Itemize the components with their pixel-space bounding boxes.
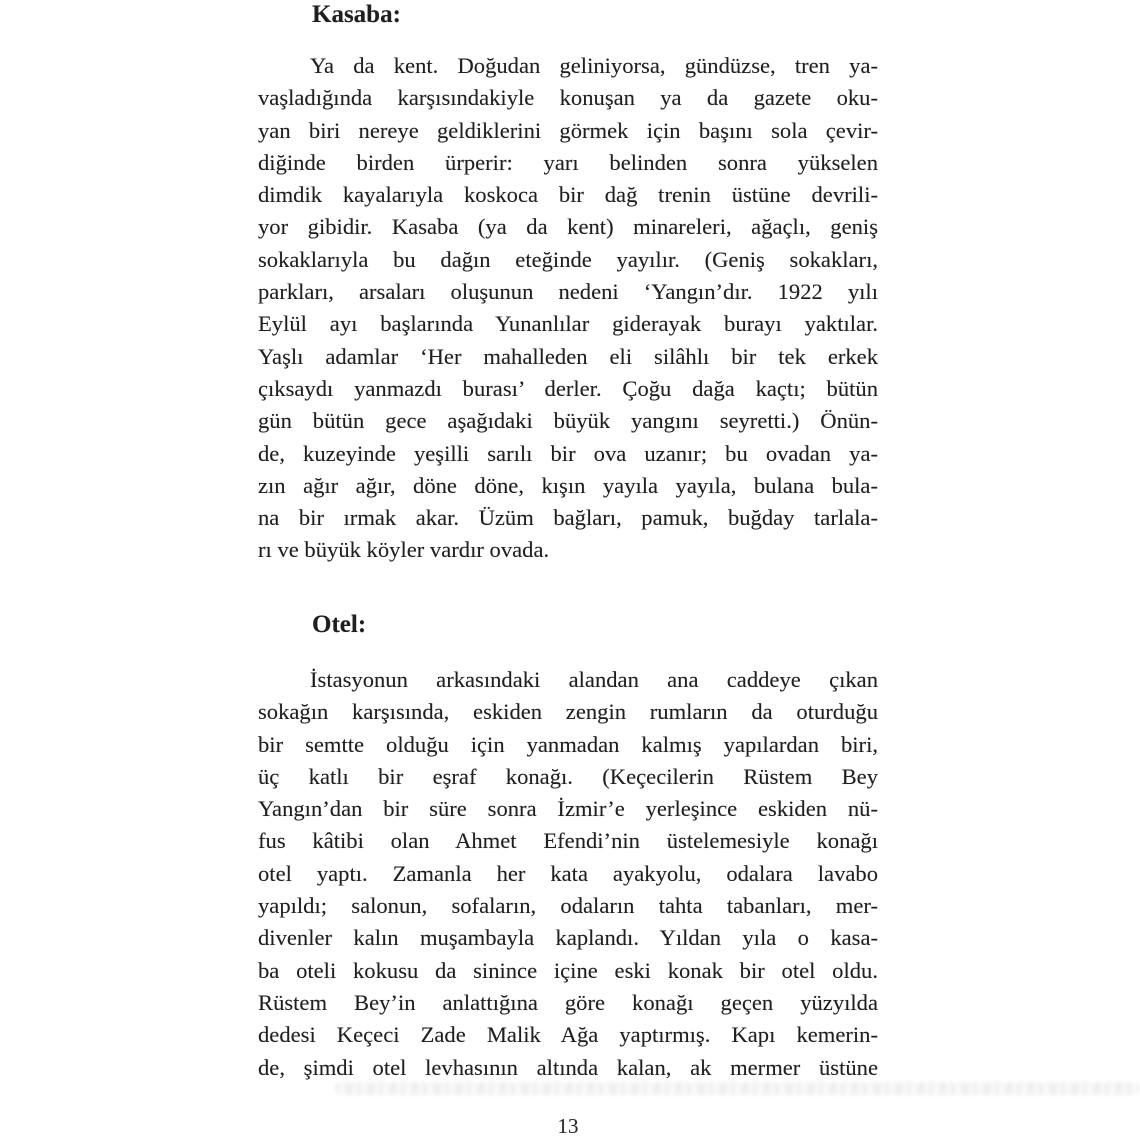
text-line: diğinde birden ürperir: yarı belinden sonra yükselen — [258, 149, 878, 175]
text-line: sokaklarıyla bu dağın eteğinde yayılır. (Geniş sokakları, — [258, 246, 878, 272]
page-number: 13 — [557, 1114, 579, 1138]
text-line: İstasyonun arkasındaki alandan ana caddeye çıkan — [310, 667, 878, 692]
text-line: Ya da kent. Doğudan geliniyorsa, gündüzse, tren ya- — [310, 53, 878, 78]
text-line: de, şimdi otel levhasının altında kalan, ak mermer üstüne — [258, 1054, 878, 1080]
text-line: ba oteli kokusu da sinince içine eski konak bir otel oldu. — [258, 957, 878, 983]
text-line: zın ağır ağır, döne döne, kışın yayıla yayıla, bulana bula- — [258, 472, 878, 498]
text-line: yapıldı; salonun, sofaların, odaların tahta tabanları, mer- — [258, 893, 878, 919]
text-line: parkları, arsaları oluşunun nedeni ‘Yangın’dır. 1922 yılı — [258, 279, 878, 305]
text-line: gün bütün gece aşağıdaki büyük yangını seyretti.) Önün- — [258, 408, 878, 434]
paragraph-otel — [258, 664, 878, 1084]
text-line: Yangın’dan bir süre sonra İzmir’e yerleşince eskiden nü- — [258, 796, 878, 822]
text-line: Yaşlı adamlar ‘Her mahalleden eli silâhlı bir tek erkek — [258, 343, 878, 369]
text-line: dimdik kayalarıyla koskoca bir dağ trenin üstüne devrili- — [258, 182, 878, 208]
text-line: na bir ırmak akar. Üzüm bağları, pamuk, buğday tarlala- — [258, 505, 878, 531]
text-line: de, kuzeyinde yeşilli sarılı bir ova uzanır; bu ovadan ya- — [258, 440, 878, 466]
section-heading-otel: Otel: — [312, 611, 367, 638]
text-line: sokağın karşısında, eskiden zengin rumların da oturduğu — [258, 699, 878, 725]
section-heading-kasaba: Kasaba: — [312, 1, 401, 28]
text-line: çıksaydı yanmazdı burası’ derler. Çoğu dağa kaçtı; bütün — [258, 375, 878, 401]
text-line: üç katlı bir eşraf konağı. (Keçecilerin Rüstem Bey — [258, 763, 878, 789]
text-line: bir semtte olduğu için yanmadan kalmış yapılardan biri, — [258, 731, 878, 757]
text-line: Rüstem Bey’in anlattığına göre konağı geçen yüzyılda — [258, 989, 878, 1015]
text-line: yan biri nereye geldiklerini görmek için başını sola çevir- — [258, 117, 878, 143]
text-line: fus kâtibi olan Ahmet Efendi’nin üstelemesiyle konağı — [258, 828, 878, 854]
text-line: vaşladığında karşısındakiyle konuşan ya da gazete oku- — [258, 85, 878, 111]
text-line: otel yaptı. Zamanla her kata ayakyolu, odalara lavabo — [258, 860, 878, 886]
scan-ghosting-artifact — [335, 1082, 1140, 1095]
text-line: divenler kalın muşambayla kaplandı. Yıldan yıla o kasa- — [258, 925, 878, 951]
text-line: Eylül ayı başlarında Yunanlılar giderayak burayı yaktılar. — [258, 311, 878, 337]
text-line: rı ve büyük köyler vardır ovada. — [258, 537, 550, 563]
text-line: dedesi Keçeci Zade Malik Ağa yaptırmış. Kapı kemerin- — [258, 1022, 878, 1048]
paragraph-kasaba — [258, 50, 878, 567]
text-line: yor gibidir. Kasaba (ya da kent) minareleri, ağaçlı, geniş — [258, 214, 878, 240]
